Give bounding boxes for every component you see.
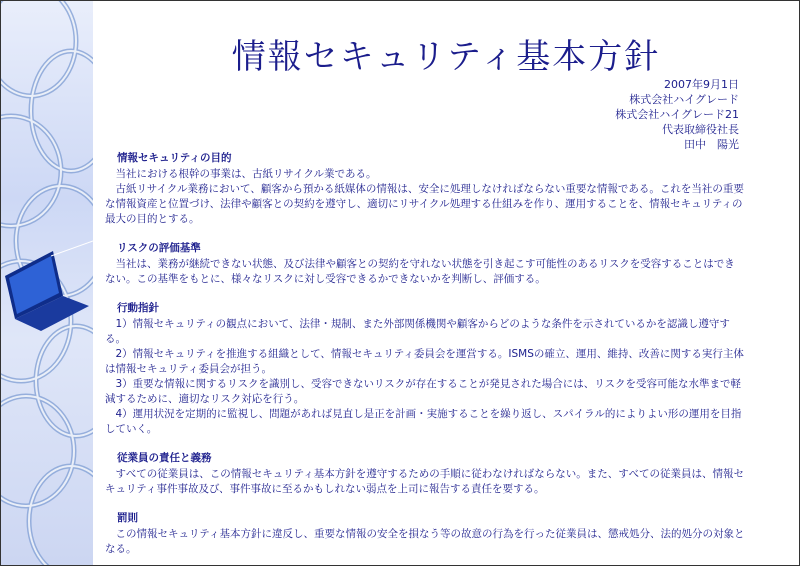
section-paragraph: 当社における根幹の事業は、古紙リサイクル業である。 bbox=[115, 168, 377, 180]
rings-graphic bbox=[1, 1, 93, 565]
company-name-1: 株式会社ハイグレード bbox=[629, 93, 739, 106]
section-heading: 情報セキュリティの目的 bbox=[117, 152, 232, 164]
section-purpose bbox=[105, 151, 745, 227]
section-heading: リスクの評価基準 bbox=[117, 242, 201, 254]
section-heading: 従業員の責任と義務 bbox=[117, 452, 212, 464]
section-paragraph: 当社は、業務が継続できない状態、及び法律や顧客との契約を守れない状態を引き起こす可能性のあるリスクを受容することはできない。この基準をもとに、様々なリスクに対し受容できるかできないかを判断し、評価する。 bbox=[105, 258, 735, 285]
section-paragraph: すべての従業員は、この情報セキュリティ基本方針を遵守するための手順に従わなければならない。また、すべての従業員は、情報セキュリティ事件事故及び、事件事故に至るかもしれない弱点を上司に報告する責任を要する。 bbox=[105, 468, 745, 495]
issue-date: 2007年9月1日 bbox=[664, 78, 739, 91]
guideline-item: 2）情報セキュリティを推進する組織として、情報セキュリティ委員会を運営する。ISMSの確立、運用、維持、改善に関する実行主体は情報セキュリティ委員会が担う。 bbox=[105, 348, 744, 375]
issuer-block bbox=[615, 77, 739, 152]
issuer-position: 代表取締役社長 bbox=[662, 123, 739, 136]
guideline-item: 4）運用状況を定期的に監視し、問題があれば見直し是正を計画・実施することを繰り返し、スパイラル的によりよい形の運用を目指していく。 bbox=[105, 408, 742, 435]
decorative-rings-image bbox=[1, 1, 93, 565]
section-guidelines bbox=[105, 301, 745, 437]
section-penalties bbox=[105, 511, 745, 557]
issuer-name: 田中 陽光 bbox=[684, 138, 739, 151]
section-heading: 行動指針 bbox=[117, 302, 159, 314]
section-risk-criteria bbox=[105, 241, 745, 287]
page-title: 情報セキュリティ基本方針 bbox=[231, 37, 661, 77]
guideline-item: 1）情報セキュリティの観点において、法律・規制、また外部関係機関や顧客からどのような条件を示されているかを認識し遵守する。 bbox=[105, 318, 730, 345]
section-paragraph: この情報セキュリティ基本方針に違反し、重要な情報の安全を損なう等の故意の行為を行った従業員は、懲戒処分、法的処分の対象となる。 bbox=[105, 528, 745, 555]
section-heading: 罰則 bbox=[117, 512, 138, 524]
section-paragraph: 古紙リサイクル業務において、顧客から預かる紙媒体の情報は、安全に処理しなければならない重要な情報である。これを当社の重要な情報資産と位置づけ、法律や顧客との契約を遵守し、適切にリサイクル処理する仕組みを作り、運用することを、情報セキュリティの最大の目的とする。 bbox=[105, 183, 744, 225]
guideline-item: 3）重要な情報に関するリスクを識別し、受容できないリスクが存在することが発見された場合には、リスクを受容可能な水準まで軽減するために、適切なリスク対応を行う。 bbox=[105, 378, 742, 405]
company-name-2: 株式会社ハイグレード21 bbox=[615, 108, 739, 121]
section-employee-duties bbox=[105, 451, 745, 497]
policy-content bbox=[105, 151, 745, 566]
